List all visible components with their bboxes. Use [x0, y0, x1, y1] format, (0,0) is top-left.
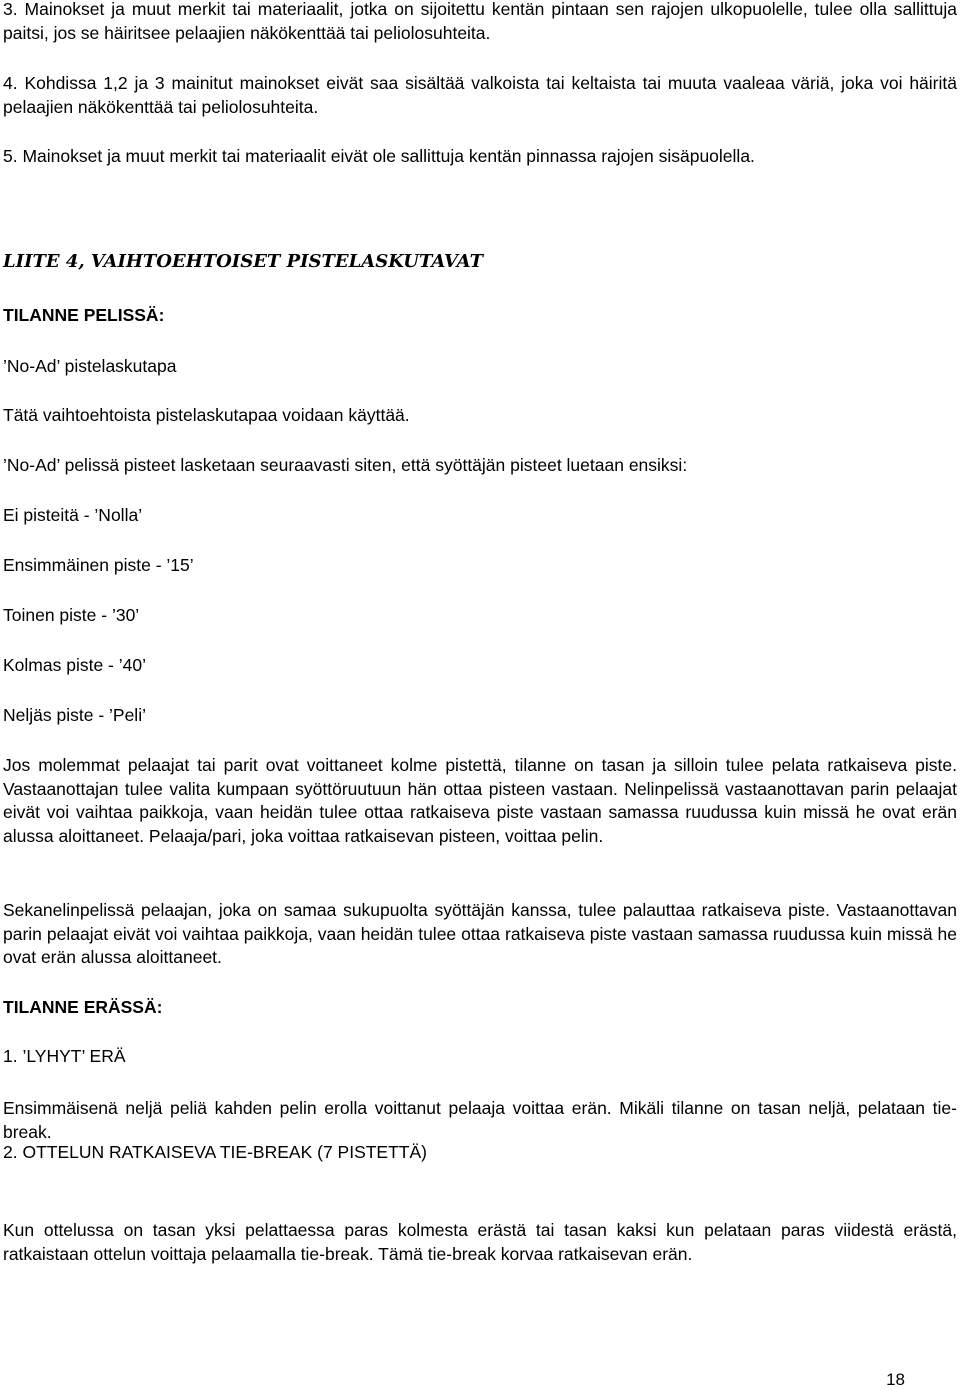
rule-3-paragraph: 3. Mainokset ja muut merkit tai materiaalit, jotka on sijoitettu kentän pintaan sen rajojen ulkopuolelle, tulee olla sallittuja paitsi, jos se häiritsee pelaajien näkökenttää tai peliolosuhteita.	[3, 0, 957, 43]
mixed-doubles-paragraph: Sekanelinpelissä pelaajan, joka on samaa sukupuolta syöttäjän kanssa, tulee palauttaa ratkaiseva piste. Vastaanottavan parin pelaajat eivät voi vaihtaa paikkoja, vaan heidän tulee ottaa ratkaiseva piste vastaan samassa ruudussa kuin missä he ovat erän alussa aloittaneet.	[3, 900, 957, 967]
rule-4-paragraph: 4. Kohdissa 1,2 ja 3 mainitut mainokset eivät saa sisältää valkoista tai keltaista tai muuta vaaleaa väriä, joka voi häiritä pelaajien näkökenttää tai peliolosuhteita.	[3, 73, 957, 117]
appendix-heading: LIITE 4, VAIHTOEHTOISET PISTELASKUTAVAT	[3, 251, 483, 272]
noad-description: ’No-Ad’ pelissä pisteet lasketaan seuraavasti siten, että syöttäjän pisteet luetaan ensiksi:	[3, 455, 688, 475]
point-item: Kolmas piste - ’40’	[3, 655, 146, 675]
point-item: Toinen piste - ’30’	[3, 605, 140, 625]
noad-title: ’No-Ad’ pistelaskutapa	[3, 356, 177, 376]
game-situation-heading: TILANNE PELISSÄ:	[3, 305, 165, 325]
short-set-paragraph: Ensimmäisenä neljä peliä kahden pelin erolla voittanut pelaaja voittaa erän. Mikäli tilanne on tasan neljä, pelataan tie-break.	[3, 1098, 957, 1142]
point-item: Ei pisteitä - ’Nolla’	[3, 505, 143, 525]
tiebreak-paragraph: Kun ottelussa on tasan yksi pelattaessa paras kolmesta erästä tai tasan kaksi kun pelataan paras viidestä erästä, ratkaistaan ottelun voittaja pelaamalla tie-break. Tämä tie-break korvaa ratkaisevan erän.	[3, 1220, 957, 1264]
set-situation-heading: TILANNE ERÄSSÄ:	[3, 997, 163, 1017]
noad-intro: Tätä vaihtoehtoista pistelaskutapaa voidaan käyttää.	[3, 405, 410, 425]
rule-5-paragraph: 5. Mainokset ja muut merkit tai materiaalit eivät ole sallittuja kentän pinnassa rajojen sisäpuolella.	[3, 146, 755, 166]
deciding-point-paragraph: Jos molemmat pelaajat tai parit ovat voittaneet kolme pistettä, tilanne on tasan ja silloin tulee pelata ratkaiseva piste. Vastaanottajan tulee valita kumpaan syöttöruutuun hän ottaa pisteen vastaan. Nelinpelissä vastaanottavan parin pelaajat eivät voi vaihtaa paikkoja, vaan heidän tulee ottaa ratkaiseva piste vastaan samassa ruudussa kuin missä he ovat erän alussa aloittaneet. Pelaaja/pari, joka voittaa ratkaisevan pisteen, voittaa pelin.	[3, 755, 957, 846]
page-number: 18	[886, 1370, 905, 1389]
point-item: Neljäs piste - ’Peli’	[3, 705, 146, 725]
point-item: Ensimmäinen piste - ’15’	[3, 555, 194, 575]
short-set-title: 1. ’LYHYT’ ERÄ	[3, 1046, 126, 1066]
tiebreak-title: 2. OTTELUN RATKAISEVA TIE-BREAK (7 PISTETTÄ)	[3, 1142, 427, 1162]
